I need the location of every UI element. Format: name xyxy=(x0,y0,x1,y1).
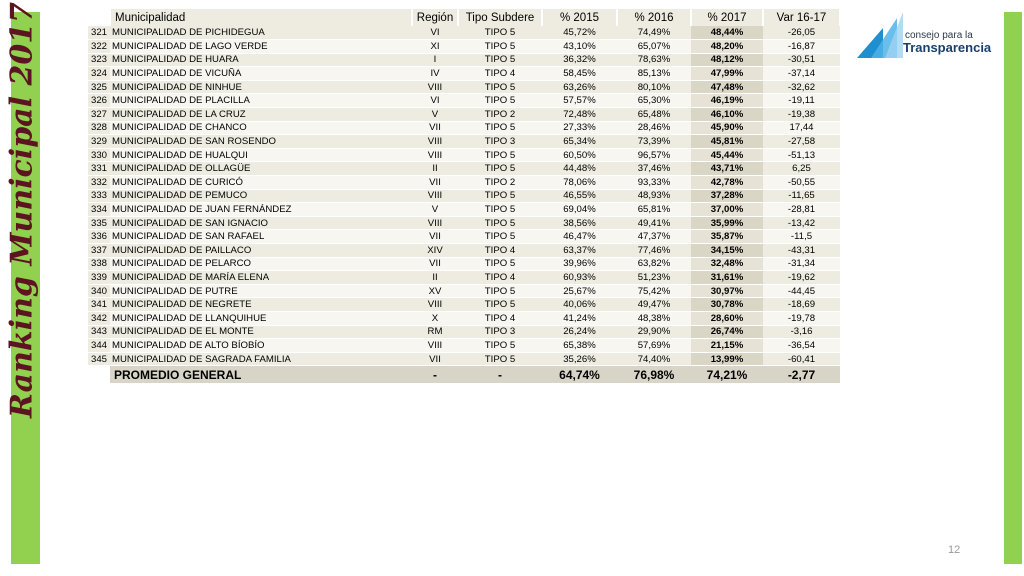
table-row xyxy=(88,216,840,230)
row-var: 17,44 xyxy=(763,121,840,135)
row-municipalidad: MUNICIPALIDAD DE HUALQUI xyxy=(110,148,412,162)
row-pct-2017: 48,20% xyxy=(691,40,763,54)
row-region: II xyxy=(412,162,458,176)
row-var: -11,5 xyxy=(763,230,840,244)
row-municipalidad: MUNICIPALIDAD DE PEMUCO xyxy=(110,189,412,203)
logo-big-text: Transparencia xyxy=(903,40,992,55)
row-tipo: TIPO 5 xyxy=(458,80,542,94)
row-pct-2015: 57,57% xyxy=(542,94,617,108)
row-municipalidad: MUNICIPALIDAD DE PICHIDEGUA xyxy=(110,26,412,40)
table-body xyxy=(88,26,840,366)
ranking-table-container xyxy=(88,9,840,383)
row-pct-2015: 63,37% xyxy=(542,244,617,258)
row-tipo: TIPO 4 xyxy=(458,244,542,258)
row-var: -36,54 xyxy=(763,339,840,353)
row-pct-2017: 28,60% xyxy=(691,311,763,325)
row-var: -3,16 xyxy=(763,325,840,339)
row-region: VII xyxy=(412,257,458,271)
row-region: VIII xyxy=(412,216,458,230)
table-row xyxy=(88,26,840,40)
row-pct-2017: 45,90% xyxy=(691,121,763,135)
row-pct-2017: 45,81% xyxy=(691,135,763,149)
row-municipalidad: MUNICIPALIDAD DE MARÍA ELENA xyxy=(110,271,412,285)
row-pct-2016: 65,81% xyxy=(617,203,691,217)
row-pct-2015: 72,48% xyxy=(542,108,617,122)
table-row xyxy=(88,94,840,108)
table-row xyxy=(88,339,840,353)
row-pct-2017: 35,87% xyxy=(691,230,763,244)
row-pct-2017: 42,78% xyxy=(691,176,763,190)
row-rank: 326 xyxy=(88,94,110,108)
row-pct-2015: 26,24% xyxy=(542,325,617,339)
row-region: XI xyxy=(412,40,458,54)
row-tipo: TIPO 2 xyxy=(458,176,542,190)
row-rank: 343 xyxy=(88,325,110,339)
row-pct-2015: 35,26% xyxy=(542,352,617,366)
row-municipalidad: MUNICIPALIDAD DE JUAN FERNÁNDEZ xyxy=(110,203,412,217)
table-row xyxy=(88,352,840,366)
row-pct-2016: 65,48% xyxy=(617,108,691,122)
row-municipalidad: MUNICIPALIDAD DE HUARA xyxy=(110,53,412,67)
average-var: -2,77 xyxy=(763,366,840,384)
row-municipalidad: MUNICIPALIDAD DE SAGRADA FAMILIA xyxy=(110,352,412,366)
row-tipo: TIPO 4 xyxy=(458,67,542,81)
header-pct-2015: % 2015 xyxy=(542,9,617,26)
row-rank: 342 xyxy=(88,311,110,325)
row-region: VIII xyxy=(412,339,458,353)
row-region: VIII xyxy=(412,189,458,203)
row-pct-2017: 21,15% xyxy=(691,339,763,353)
row-pct-2017: 26,74% xyxy=(691,325,763,339)
row-tipo: TIPO 5 xyxy=(458,189,542,203)
average-label: PROMEDIO GENERAL xyxy=(110,366,412,384)
header-region: Región xyxy=(412,9,458,26)
row-pct-2016: 49,41% xyxy=(617,216,691,230)
row-pct-2017: 47,48% xyxy=(691,80,763,94)
table-row xyxy=(88,108,840,122)
row-pct-2016: 93,33% xyxy=(617,176,691,190)
cplt-logo-icon xyxy=(857,12,909,64)
row-var: -18,69 xyxy=(763,298,840,312)
row-municipalidad: MUNICIPALIDAD DE PELARCO xyxy=(110,257,412,271)
row-region: VI xyxy=(412,26,458,40)
row-pct-2015: 43,10% xyxy=(542,40,617,54)
header-pct-2016: % 2016 xyxy=(617,9,691,26)
row-var: -11,65 xyxy=(763,189,840,203)
row-rank: 327 xyxy=(88,108,110,122)
row-tipo: TIPO 5 xyxy=(458,298,542,312)
row-pct-2017: 48,12% xyxy=(691,53,763,67)
row-pct-2015: 40,06% xyxy=(542,298,617,312)
row-region: V xyxy=(412,108,458,122)
row-region: VIII xyxy=(412,135,458,149)
right-accent-bar xyxy=(1004,12,1022,564)
row-pct-2017: 37,00% xyxy=(691,203,763,217)
row-tipo: TIPO 5 xyxy=(458,216,542,230)
row-tipo: TIPO 5 xyxy=(458,257,542,271)
row-pct-2016: 74,40% xyxy=(617,352,691,366)
row-var: -13,42 xyxy=(763,216,840,230)
row-rank: 331 xyxy=(88,162,110,176)
row-region: VII xyxy=(412,352,458,366)
table-row xyxy=(88,203,840,217)
header-pct-2017: % 2017 xyxy=(691,9,763,26)
row-pct-2016: 77,46% xyxy=(617,244,691,258)
row-tipo: TIPO 5 xyxy=(458,94,542,108)
row-var: -37,14 xyxy=(763,67,840,81)
row-pct-2017: 46,19% xyxy=(691,94,763,108)
table-row xyxy=(88,80,840,94)
row-var: -19,62 xyxy=(763,271,840,285)
row-tipo: TIPO 2 xyxy=(458,108,542,122)
row-region: VII xyxy=(412,176,458,190)
row-tipo: TIPO 5 xyxy=(458,121,542,135)
row-pct-2016: 29,90% xyxy=(617,325,691,339)
row-tipo: TIPO 5 xyxy=(458,53,542,67)
row-pct-2015: 36,32% xyxy=(542,53,617,67)
row-tipo: TIPO 5 xyxy=(458,284,542,298)
row-pct-2015: 39,96% xyxy=(542,257,617,271)
row-pct-2015: 65,38% xyxy=(542,339,617,353)
row-municipalidad: MUNICIPALIDAD DE LA CRUZ xyxy=(110,108,412,122)
row-rank: 340 xyxy=(88,284,110,298)
row-region: RM xyxy=(412,325,458,339)
row-region: V xyxy=(412,203,458,217)
row-tipo: TIPO 3 xyxy=(458,135,542,149)
average-pct-2015: 64,74% xyxy=(542,366,617,384)
row-municipalidad: MUNICIPALIDAD DE NEGRETE xyxy=(110,298,412,312)
page-number: 12 xyxy=(948,544,961,556)
table-row xyxy=(88,298,840,312)
row-pct-2015: 38,56% xyxy=(542,216,617,230)
row-pct-2016: 28,46% xyxy=(617,121,691,135)
row-rank: 335 xyxy=(88,216,110,230)
row-municipalidad: MUNICIPALIDAD DE OLLAGÜE xyxy=(110,162,412,176)
header-municipalidad: Municipalidad xyxy=(110,9,412,26)
logo-small-text: consejo para la xyxy=(905,30,973,41)
row-rank: 337 xyxy=(88,244,110,258)
row-municipalidad: MUNICIPALIDAD DE SAN IGNACIO xyxy=(110,216,412,230)
row-pct-2015: 25,67% xyxy=(542,284,617,298)
table-row xyxy=(88,135,840,149)
table-row xyxy=(88,257,840,271)
table-row xyxy=(88,53,840,67)
row-pct-2016: 49,47% xyxy=(617,298,691,312)
row-pct-2016: 80,10% xyxy=(617,80,691,94)
row-municipalidad: MUNICIPALIDAD DE SAN RAFAEL xyxy=(110,230,412,244)
row-tipo: TIPO 5 xyxy=(458,352,542,366)
row-pct-2016: 78,63% xyxy=(617,53,691,67)
row-tipo: TIPO 5 xyxy=(458,203,542,217)
row-pct-2015: 58,45% xyxy=(542,67,617,81)
table-row xyxy=(88,271,840,285)
row-pct-2015: 41,24% xyxy=(542,311,617,325)
header-var-16-17: Var 16-17 xyxy=(763,9,840,26)
row-pct-2016: 51,23% xyxy=(617,271,691,285)
row-pct-2017: 30,97% xyxy=(691,284,763,298)
row-pct-2017: 37,28% xyxy=(691,189,763,203)
row-rank: 338 xyxy=(88,257,110,271)
row-pct-2016: 65,30% xyxy=(617,94,691,108)
row-var: -26,05 xyxy=(763,26,840,40)
row-var: -27,58 xyxy=(763,135,840,149)
row-pct-2016: 48,38% xyxy=(617,311,691,325)
table-row xyxy=(88,230,840,244)
row-region: VIII xyxy=(412,298,458,312)
row-pct-2015: 46,47% xyxy=(542,230,617,244)
row-region: II xyxy=(412,271,458,285)
row-municipalidad: MUNICIPALIDAD DE LLANQUIHUE xyxy=(110,311,412,325)
row-pct-2017: 32,48% xyxy=(691,257,763,271)
row-tipo: TIPO 4 xyxy=(458,311,542,325)
row-var: -44,45 xyxy=(763,284,840,298)
row-municipalidad: MUNICIPALIDAD DE PUTRE xyxy=(110,284,412,298)
row-region: VI xyxy=(412,94,458,108)
row-rank: 324 xyxy=(88,67,110,81)
row-municipalidad: MUNICIPALIDAD DE LAGO VERDE xyxy=(110,40,412,54)
row-rank: 328 xyxy=(88,121,110,135)
row-pct-2016: 65,07% xyxy=(617,40,691,54)
row-var: -19,78 xyxy=(763,311,840,325)
row-tipo: TIPO 5 xyxy=(458,339,542,353)
row-rank: 329 xyxy=(88,135,110,149)
row-var: -16,87 xyxy=(763,40,840,54)
row-region: VIII xyxy=(412,148,458,162)
table-row xyxy=(88,176,840,190)
table-row xyxy=(88,162,840,176)
row-tipo: TIPO 5 xyxy=(458,40,542,54)
row-pct-2017: 46,10% xyxy=(691,108,763,122)
row-region: VIII xyxy=(412,80,458,94)
row-pct-2016: 57,69% xyxy=(617,339,691,353)
table-row xyxy=(88,284,840,298)
row-var: -19,38 xyxy=(763,108,840,122)
row-pct-2015: 78,06% xyxy=(542,176,617,190)
row-pct-2015: 69,04% xyxy=(542,203,617,217)
row-tipo: TIPO 3 xyxy=(458,325,542,339)
row-pct-2017: 45,44% xyxy=(691,148,763,162)
header-rank xyxy=(88,9,110,26)
row-pct-2015: 65,34% xyxy=(542,135,617,149)
row-var: -31,34 xyxy=(763,257,840,271)
row-tipo: TIPO 5 xyxy=(458,148,542,162)
row-pct-2017: 30,78% xyxy=(691,298,763,312)
row-pct-2017: 13,99% xyxy=(691,352,763,366)
row-pct-2017: 48,44% xyxy=(691,26,763,40)
row-var: -28,81 xyxy=(763,203,840,217)
row-rank: 344 xyxy=(88,339,110,353)
row-rank: 336 xyxy=(88,230,110,244)
row-region: XIV xyxy=(412,244,458,258)
row-region: X xyxy=(412,311,458,325)
row-pct-2016: 96,57% xyxy=(617,148,691,162)
row-rank: 333 xyxy=(88,189,110,203)
row-var: -43,31 xyxy=(763,244,840,258)
row-tipo: TIPO 5 xyxy=(458,162,542,176)
row-rank: 339 xyxy=(88,271,110,285)
row-municipalidad: MUNICIPALIDAD DE ALTO BÍOBÍO xyxy=(110,339,412,353)
table-row xyxy=(88,67,840,81)
header-tipo-subdere: Tipo Subdere xyxy=(458,9,542,26)
row-pct-2017: 47,99% xyxy=(691,67,763,81)
row-region: VII xyxy=(412,230,458,244)
row-rank: 341 xyxy=(88,298,110,312)
row-var: -60,41 xyxy=(763,352,840,366)
row-pct-2017: 31,61% xyxy=(691,271,763,285)
row-rank: 322 xyxy=(88,40,110,54)
row-var: 6,25 xyxy=(763,162,840,176)
row-municipalidad: MUNICIPALIDAD DE VICUÑA xyxy=(110,67,412,81)
row-var: -51,13 xyxy=(763,148,840,162)
table-row xyxy=(88,189,840,203)
row-pct-2015: 60,50% xyxy=(542,148,617,162)
table-row xyxy=(88,148,840,162)
row-municipalidad: MUNICIPALIDAD DE PLACILLA xyxy=(110,94,412,108)
row-pct-2016: 74,49% xyxy=(617,26,691,40)
row-region: IV xyxy=(412,67,458,81)
ranking-table xyxy=(88,9,841,383)
row-pct-2015: 27,33% xyxy=(542,121,617,135)
row-region: VII xyxy=(412,121,458,135)
row-pct-2015: 44,48% xyxy=(542,162,617,176)
row-municipalidad: MUNICIPALIDAD DE SAN ROSENDO xyxy=(110,135,412,149)
row-pct-2016: 85,13% xyxy=(617,67,691,81)
row-var: -32,62 xyxy=(763,80,840,94)
table-row xyxy=(88,311,840,325)
row-var: -50,55 xyxy=(763,176,840,190)
row-municipalidad: MUNICIPALIDAD DE PAILLACO xyxy=(110,244,412,258)
row-rank: 332 xyxy=(88,176,110,190)
table-row xyxy=(88,325,840,339)
row-tipo: TIPO 4 xyxy=(458,271,542,285)
row-rank: 334 xyxy=(88,203,110,217)
row-pct-2016: 73,39% xyxy=(617,135,691,149)
row-pct-2015: 46,55% xyxy=(542,189,617,203)
row-municipalidad: MUNICIPALIDAD DE NINHUE xyxy=(110,80,412,94)
row-municipalidad: MUNICIPALIDAD DE CHANCO xyxy=(110,121,412,135)
row-var: -30,51 xyxy=(763,53,840,67)
row-municipalidad: MUNICIPALIDAD DE EL MONTE xyxy=(110,325,412,339)
row-pct-2016: 75,42% xyxy=(617,284,691,298)
row-pct-2016: 47,37% xyxy=(617,230,691,244)
row-rank: 325 xyxy=(88,80,110,94)
table-header-row xyxy=(88,9,840,26)
row-pct-2017: 35,99% xyxy=(691,216,763,230)
average-pct-2016: 76,98% xyxy=(617,366,691,384)
row-rank: 345 xyxy=(88,352,110,366)
average-row xyxy=(88,366,840,384)
row-pct-2016: 48,93% xyxy=(617,189,691,203)
row-rank: 330 xyxy=(88,148,110,162)
row-pct-2016: 37,46% xyxy=(617,162,691,176)
row-region: XV xyxy=(412,284,458,298)
row-rank: 321 xyxy=(88,26,110,40)
row-pct-2015: 45,72% xyxy=(542,26,617,40)
row-pct-2015: 63,26% xyxy=(542,80,617,94)
average-tipo: - xyxy=(458,366,542,384)
row-pct-2016: 63,82% xyxy=(617,257,691,271)
row-tipo: TIPO 5 xyxy=(458,230,542,244)
average-region: - xyxy=(412,366,458,384)
row-region: I xyxy=(412,53,458,67)
row-rank: 323 xyxy=(88,53,110,67)
average-pct-2017: 74,21% xyxy=(691,366,763,384)
table-row xyxy=(88,244,840,258)
row-municipalidad: MUNICIPALIDAD DE CURICÓ xyxy=(110,176,412,190)
row-pct-2015: 60,93% xyxy=(542,271,617,285)
average-rank xyxy=(88,366,110,384)
table-row xyxy=(88,121,840,135)
table-row xyxy=(88,40,840,54)
row-tipo: TIPO 5 xyxy=(458,26,542,40)
row-var: -19,11 xyxy=(763,94,840,108)
slide-title: Ranking Municipal 2017 xyxy=(4,2,40,418)
row-pct-2017: 43,71% xyxy=(691,162,763,176)
row-pct-2017: 34,15% xyxy=(691,244,763,258)
